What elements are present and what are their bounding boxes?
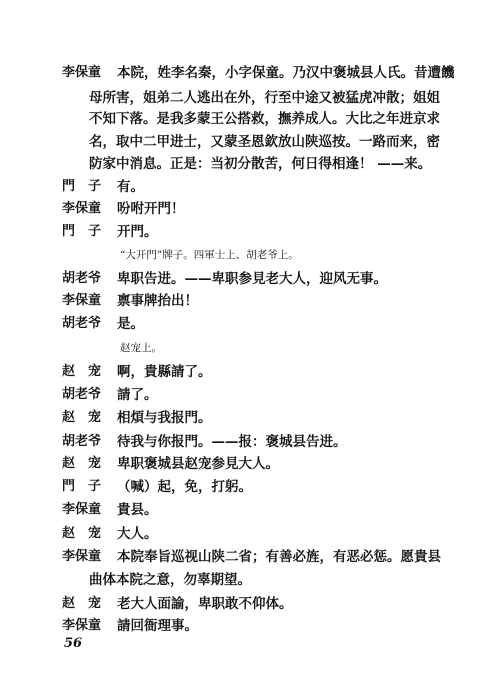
dialogue-text: 吩咐开門！ [117,201,185,217]
page-number: 56 [64,636,83,651]
speaker-name: 門 子 [62,179,102,194]
dialogue-text: 有。 [117,179,144,195]
continuation-text: 防家中消息。正是：当初分散苦，何日得相逢！ ——来。 [89,156,432,172]
speaker-name: 赵 宠 [62,410,102,425]
dialogue-text: 大人。 [117,526,158,542]
dialogue-text: 卑职告进。——卑职参見老大人，迎风无事。 [117,271,387,287]
continuation-text: 曲体本院之意，勿辜期望。 [89,572,251,588]
speaker-name: 赵 宠 [62,596,102,611]
dialogue-text: 是。 [117,316,144,332]
speaker-name: 胡老爷 [62,387,102,402]
speaker-name: 胡老爷 [62,316,102,331]
dialogue-text: 本院，姓李名秦，小字保童。乃汉中褒城县人氏。昔遭饑 [117,65,455,81]
speaker-name: 胡老爷 [62,271,102,286]
dialogue-text: 禀事牌抬出！ [117,293,198,309]
speaker-name: 胡老爷 [62,434,102,449]
dialogue-text: 啊，貴縣請了。 [117,364,212,380]
speaker-name: 赵 宠 [62,526,102,541]
dialogue-text: （喊）起，免，打躬。 [117,479,252,495]
speaker-name: 李保童 [62,549,102,564]
speaker-name: 李保童 [62,201,102,216]
speaker-name: 李保童 [62,618,102,633]
dialogue-text: 貴县。 [117,502,158,518]
speaker-name: 李保童 [62,502,102,517]
dialogue-text: 相煩与我报門。 [117,410,212,426]
dialogue-text: 本院奉旨巡视山陕二省；有善必旌，有恶必惩。愿貴县 [117,549,441,565]
continuation-text: 母所害，姐弟二人逃出在外，行至中途又被猛虎冲散；姐姐 [89,90,440,106]
stage-direction-text: “大开門”牌子。四軍士上、胡老爷上。 [120,249,299,261]
dialogue-text: 請了。 [117,387,158,403]
dialogue-text: 卑职褒城县赵宠参見大人。 [117,456,279,472]
dialogue-text: 請回衙理事。 [117,618,198,634]
speaker-name: 李保童 [62,65,102,80]
speaker-name: 赵 宠 [62,456,102,471]
dialogue-text: 开門。 [117,224,158,240]
continuation-text: 不知下落。是我多蒙王公搭救，撫养成人。大比之年进京求 [89,111,440,127]
dialogue-text: 待我与你报門。——报：褒城县告进。 [117,434,347,450]
dialogue-text: 老大人面諭，卑职敢不仰体。 [117,596,293,612]
speaker-name: 赵 宠 [62,364,102,379]
speaker-name: 門 子 [62,224,102,239]
speaker-name: 李保童 [62,293,102,308]
stage-direction-text: 赵宠上。 [120,342,162,354]
continuation-text: 名，取中二甲进士，又蒙圣恩欽放山陕巡按。一路而来，密 [89,134,440,150]
speaker-name: 門 子 [62,479,102,494]
